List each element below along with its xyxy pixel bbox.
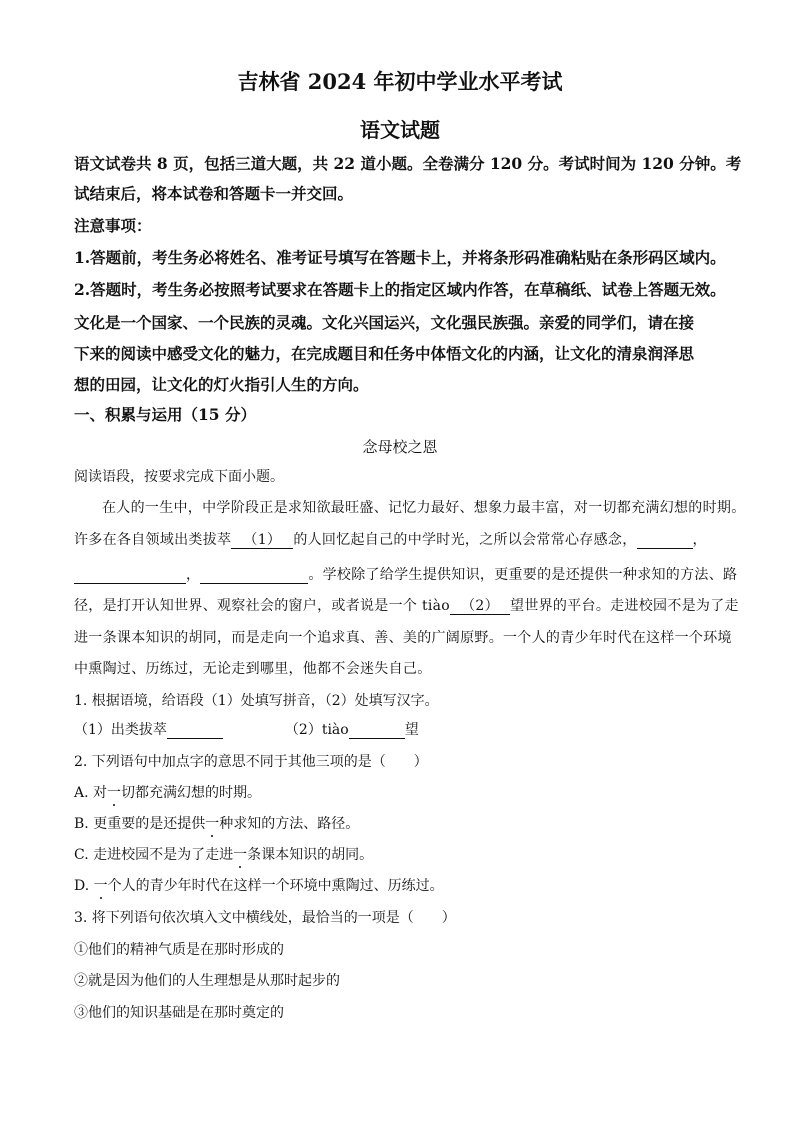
emphasis-dot-char: 一 bbox=[205, 816, 220, 832]
q1-part-b-blank[interactable] bbox=[349, 723, 405, 739]
passage-text: 的人回忆起自己的中学时光，之所以会常常心存感念， bbox=[293, 532, 637, 548]
rule-1: 1.答题前，考生务必将姓名、准考证号填写在答题卡上，并将条形码准确粘贴在条形码区域内。 bbox=[74, 248, 726, 267]
passage-line-5: 进一条课本知识的胡同，而是走向一个追求真、善、美的广阔原野。一个人的青少年时代在这样一个环境 bbox=[74, 630, 732, 646]
emphasis-dot-char: 一 bbox=[233, 847, 248, 863]
option-text: 种求知的方法、路径。 bbox=[219, 816, 360, 832]
answer-blank bbox=[200, 568, 308, 584]
option-text: 切都充满幻想的时期。 bbox=[121, 785, 262, 801]
q1-part-b-end: 望 bbox=[404, 722, 419, 738]
emphasis-dot-char: 一 bbox=[93, 878, 108, 894]
passage-line-6: 中熏陶过、历练过，无论走到哪里，他都不会迷失自己。 bbox=[74, 661, 432, 677]
culture-line-3: 想的田园，让文化的灯火指引人生的方向。 bbox=[74, 375, 369, 394]
question-3: 3. 将下列语句依次填入文中横线处，最恰当的一项是（ ） bbox=[74, 910, 456, 926]
passage-text: 径，是打开认知世界、观察社会的窗户，或者说是一个 tiào bbox=[74, 598, 451, 614]
exam-subtitle: 语文试题 bbox=[360, 118, 440, 142]
answer-blank bbox=[637, 533, 693, 549]
notice-label: 注意事项： bbox=[74, 216, 152, 235]
question-2: 2. 下列语句中加点字的意思不同于其他三项的是（ ） bbox=[74, 754, 428, 770]
option-d[interactable] bbox=[74, 875, 734, 895]
q1-part-a-label: （1）出类拔萃 bbox=[74, 722, 167, 738]
option-text: B. 更重要的是还提供 bbox=[74, 816, 206, 832]
option-text: 条课本知识的胡同。 bbox=[247, 847, 374, 863]
passage-line-2 bbox=[74, 529, 734, 549]
passage-line-1: 在人的一生中，中学阶段正是求知欲最旺盛、记忆力最好、想象力最丰富，对一切都充满幻想的时期。 bbox=[102, 500, 746, 516]
emphasis-dot-char: 一 bbox=[107, 785, 122, 801]
option-text: 个人的青少年时代在这样一个环境中熏陶过、历练过。 bbox=[107, 878, 444, 894]
passage-text: 望世界的平台。走进校园不是为了走 bbox=[510, 598, 739, 614]
blank-1: （1） bbox=[231, 533, 293, 549]
section-heading: 一、积累与运用（15 分） bbox=[74, 405, 256, 424]
culture-line-1: 文化是一个国家、一个民族的灵魂。文化兴国运兴，文化强民族强。亲爱的同学们，请在接 bbox=[74, 313, 695, 332]
intro-line-1: 语文试卷共 8 页，包括三道大题，共 22 道小题。全卷满分 120 分。考试时间为 120 分钟。考 bbox=[74, 154, 742, 173]
culture-line-2: 下来的阅读中感受文化的魅力，在完成题目和任务中体悟文化的内涵，让文化的清泉润泽思 bbox=[74, 344, 695, 363]
question-1-answers bbox=[74, 719, 734, 739]
option-text: C. 走进校园不是为了走进 bbox=[74, 847, 234, 863]
passage-title: 念母校之恩 bbox=[362, 438, 438, 456]
sentence-3: ③他们的知识基础是在那时奠定的 bbox=[74, 1005, 284, 1021]
sentence-1: ①他们的精神气质是在那时形成的 bbox=[74, 942, 284, 958]
blank-2: （2） bbox=[450, 599, 510, 615]
option-a[interactable] bbox=[74, 782, 734, 802]
passage-line-4 bbox=[74, 595, 739, 615]
q1-part-a-blank[interactable] bbox=[167, 723, 223, 739]
reading-instruction: 阅读语段，按要求完成下面小题。 bbox=[74, 469, 284, 485]
option-text: A. 对 bbox=[74, 785, 108, 801]
passage-text: 。学校除了给学生提供知识，更重要的是还提供一种求知的方法、路 bbox=[308, 567, 738, 583]
answer-blank bbox=[74, 568, 186, 584]
question-1: 1. 根据语境，给语段（1）处填写拼音，（2）处填写汉字。 bbox=[74, 693, 439, 709]
exam-title: 吉林省 2024 年初中学业水平考试 bbox=[237, 69, 563, 94]
passage-text: 许多在各自领域出类拔萃 bbox=[74, 532, 232, 548]
option-b[interactable] bbox=[74, 813, 734, 833]
option-text: D. bbox=[74, 878, 94, 894]
q1-part-b-label: （2）tiào bbox=[284, 722, 349, 738]
sentence-2: ②就是因为他们的人生理想是从那时起步的 bbox=[74, 973, 340, 989]
passage-text: ， bbox=[186, 567, 201, 583]
intro-line-2: 试结束后，将本试卷和答题卡一并交回。 bbox=[74, 184, 354, 203]
passage-line-3 bbox=[74, 564, 738, 584]
passage-text: ， bbox=[692, 532, 707, 548]
option-c[interactable] bbox=[74, 844, 734, 864]
rule-2: 2.答题时，考生务必按照考试要求在答题卡上的指定区域内作答，在草稿纸、试卷上答题无效。 bbox=[74, 280, 726, 299]
